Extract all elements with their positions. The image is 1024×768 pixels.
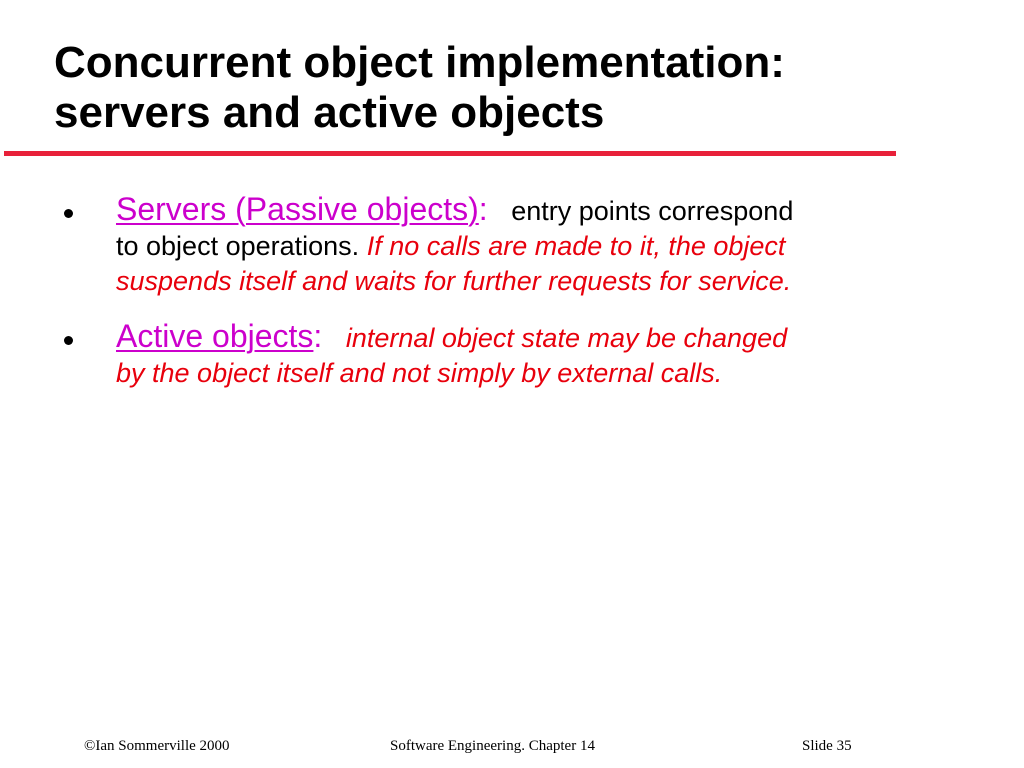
- bullet-emphasis-text: If no calls are made to it, the object suspends itself and waits for further requests for service.: [116, 231, 792, 296]
- bullet-colon: :: [313, 318, 323, 354]
- footer-copyright: ©Ian Sommerville 2000: [84, 738, 230, 754]
- bullet-list: [60, 192, 820, 411]
- bullet-term: Active objects: [116, 318, 314, 354]
- bullet-emphasis-text: internal object state may be changed by the object itself and not simply by external calls.: [116, 323, 788, 388]
- slide-title: [54, 38, 914, 138]
- bullet-dot-icon: [64, 336, 73, 345]
- footer-slide-number: Slide 35: [802, 738, 852, 754]
- footer-course: Software Engineering. Chapter 14: [390, 738, 595, 754]
- title-divider: [4, 151, 896, 156]
- bullet-item-active-objects: [60, 319, 820, 391]
- bullet-dot-icon: [64, 209, 73, 218]
- slide-title-line-2: servers and active objects: [54, 88, 605, 137]
- slide-title-line-1: Concurrent object implementation:: [54, 38, 785, 87]
- bullet-colon: :: [478, 191, 488, 227]
- bullet-plain-text: entry points correspond to object operations.: [116, 196, 794, 261]
- bullet-term: Servers (Passive objects): [116, 191, 479, 227]
- bullet-item-servers: [60, 192, 820, 299]
